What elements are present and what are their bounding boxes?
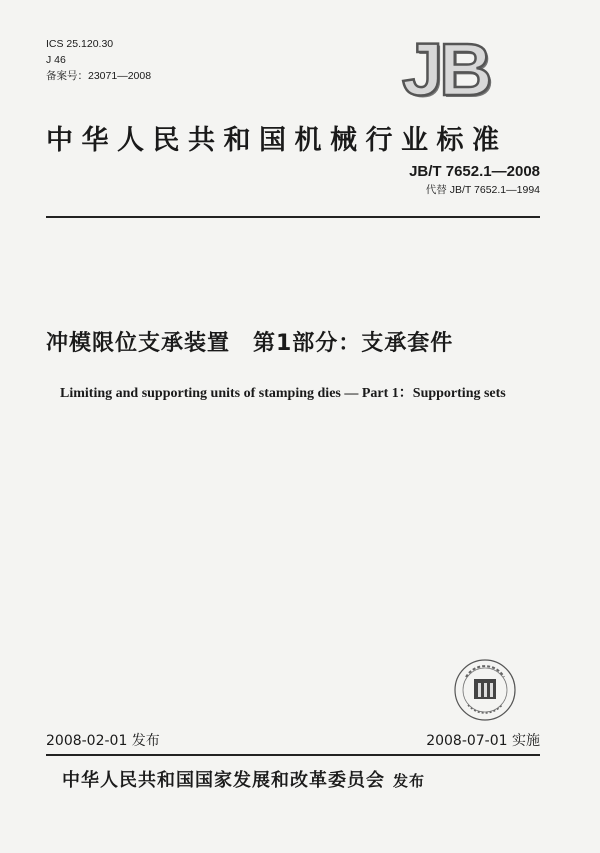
- classification-block: [46, 36, 151, 84]
- jb-logo: JB: [402, 28, 489, 111]
- standard-type-heading: 中华人民共和国机械行业标准: [46, 125, 508, 156]
- library-stamp-icon: [452, 657, 518, 723]
- category-code: J 46: [46, 54, 66, 66]
- issuer-name: 中华人民共和国国家发展和改革委员会: [62, 770, 385, 791]
- publish-date: 2008-02-01 发布: [46, 733, 160, 749]
- issuer-line: [62, 766, 425, 792]
- english-title: Limiting and supporting units of stamping dies — Part 1：Supporting sets: [60, 386, 506, 401]
- record-number: 备案号：23071—2008: [46, 70, 152, 82]
- standard-number: JB/T 7652.1—2008: [409, 163, 540, 180]
- bottom-divider: [46, 754, 540, 756]
- effective-date: 2008-07-01 实施: [426, 733, 540, 749]
- ics-code: ICS 25.120.30: [46, 38, 114, 50]
- standard-code-block: [409, 162, 540, 198]
- top-divider: [46, 216, 540, 218]
- chinese-title: 冲模限位支承装置 第1部分：支承套件: [46, 331, 454, 356]
- replaces-note: 代替 JB/T 7652.1—1994: [425, 184, 540, 196]
- issuer-suffix: 发布: [393, 772, 426, 790]
